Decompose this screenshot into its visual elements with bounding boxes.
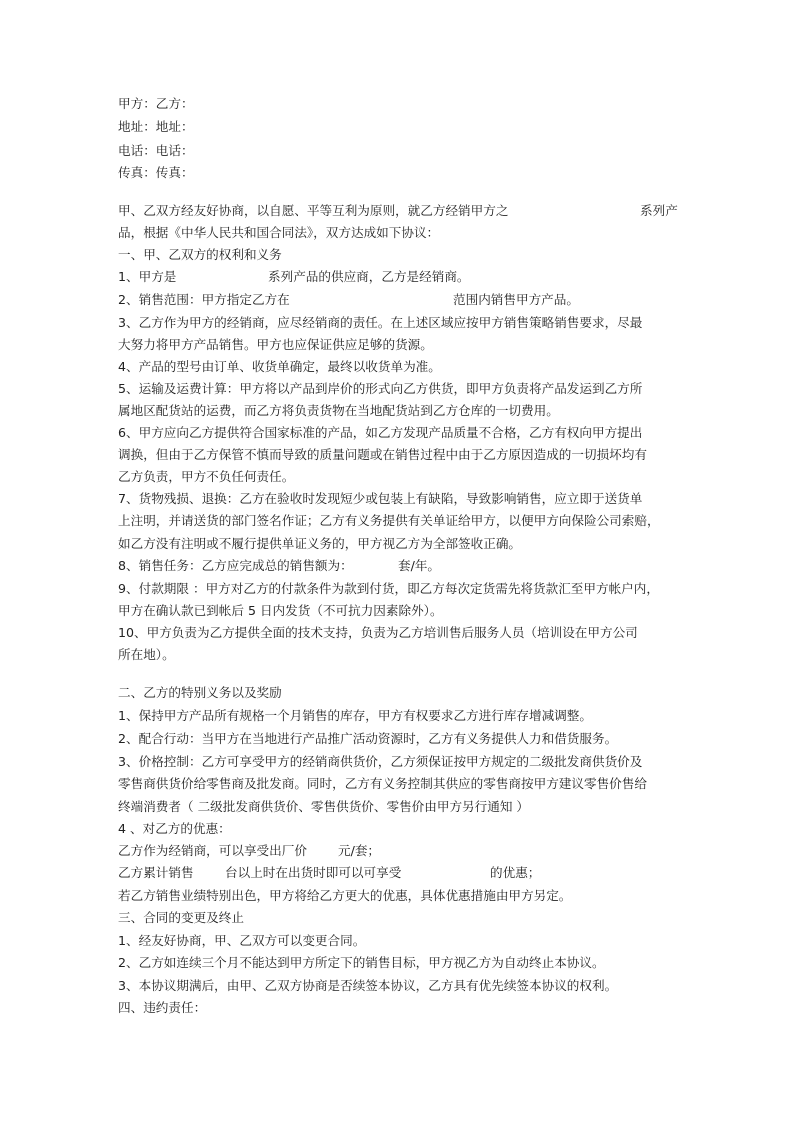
line-text: 所在地）。 — [118, 647, 175, 662]
line-text: 9、付款期限 ：甲方对乙方的付款条件为款到付货，即乙方每次定货需先将货款汇至甲方帐户内， — [118, 581, 659, 596]
line-text: 的优惠； — [490, 865, 541, 880]
line-text: 乙方累计销售 — [118, 865, 194, 880]
line-text: 7、货物残损、退换：乙方在验收时发现短少或包装上有缺陷，导致影响销售，应立即于送货单 — [118, 491, 643, 506]
line-text: 1、甲方是 — [118, 269, 177, 284]
line-text: 台以上时在出货时即可以可享受 — [225, 865, 402, 880]
line-text: 上注明，并请送货的部门签名作证；乙方有义务提供有关单证给甲方，以便甲方向保险公司索赔， — [118, 513, 660, 528]
line-text: 乙方作为经销商，可以享受出厂价 — [118, 843, 307, 858]
line-text: 一、甲、乙双方的权利和义务 — [118, 247, 282, 262]
line-text: 二、乙方的特别义务以及奖励 — [118, 685, 282, 700]
line-text: 2、销售范围：甲方指定乙方在 — [118, 292, 290, 307]
line-text: 系列产 — [640, 203, 678, 218]
line-text: 元/套； — [338, 843, 381, 858]
line-text: 1、保持甲方产品所有规格一个月销售的库存，甲方有权要求乙方进行库存增减调整。 — [118, 708, 592, 723]
line-text: 属地区配货站的运费，而乙方将负责货物在当地配货站到乙方仓库的一切费用。 — [118, 403, 559, 418]
line-text: 若乙方销售业绩特别出色，甲方将给乙方更大的优惠，具体优惠措施由甲方另定。 — [118, 888, 572, 903]
line-text: 3、价格控制：乙方可享受甲方的经销商供货价，乙方须保证按甲方规定的二级批发商供货价及 — [118, 754, 643, 769]
line-text: 3、本协议期满后，由甲、乙双方协商是否续签本协议，乙方具有优先续签本协议的权利。 — [118, 978, 618, 993]
line-text: 4 、对乙方的优惠： — [118, 821, 231, 836]
line-text: 四、违约责任： — [118, 1000, 207, 1015]
line-text: 调换，但由于乙方保管不慎而导致的质量问题或在销售过程中由于乙方原因造成的一切损坏均有 — [118, 447, 647, 462]
line-text: 零售商供货价给零售商及批发商。同时，乙方有义务控制其供应的零售商按甲方建议零售价售给 — [118, 776, 647, 791]
line-text: 2、配合行动：当甲方在当地进行产品推广活动资源时，乙方有义务提供人力和借货服务。 — [118, 731, 618, 746]
line-text: 1、经友好协商，甲、乙双方可以变更合同。 — [118, 933, 366, 948]
line-text: 10、甲方负责为乙方提供全面的技术支持，负责为乙方培训售后服务人员（培训设在甲方公司 — [118, 625, 638, 640]
line-text: 系列产品的供应商，乙方是经销商。 — [268, 269, 470, 284]
line-text: 三、合同的变更及终止 — [118, 910, 244, 925]
line-text: 如乙方没有注明或不履行提供单证义务的，甲方视乙方为全部签收正确。 — [118, 536, 521, 551]
line-text: 电话：电话： — [118, 143, 194, 158]
line-text: 传真：传真： — [118, 165, 194, 180]
line-text: 大努力将甲方产品销售。甲方也应保证供应足够的货源。 — [118, 337, 433, 352]
line-text: 乙方负责，甲方不负任何责任。 — [118, 469, 295, 484]
line-text: 甲、乙双方经友好协商，以自愿、平等互利为原则，就乙方经销甲方之 — [118, 203, 509, 218]
line-text: 2、乙方如连续三个月不能达到甲方所定下的销售目标，甲方视乙方为自动终止本协议。 — [118, 955, 605, 970]
line-text: 套/年。 — [398, 558, 441, 573]
line-text: 3、乙方作为甲方的经销商，应尽经销商的责任。在上述区域应按甲方销售策略销售要求，尽最 — [118, 315, 643, 330]
line-text: 品，根据《中华人民共和国合同法》，双方达成如下协议： — [118, 225, 440, 240]
line-text: 甲方在确认款已到帐后 5 日内发货（不可抗力因素除外）。 — [118, 603, 443, 618]
line-text: 甲方：乙方： — [118, 96, 194, 111]
line-text: 4、产品的型号由订单、收货单确定，最终以收货单为准。 — [118, 359, 441, 374]
line-text: 5、运输及运费计算：甲方将以产品到岸价的形式向乙方供货，即甲方负责将产品发运到乙方所 — [118, 381, 643, 396]
line-text: 范围内销售甲方产品。 — [453, 292, 579, 307]
line-text: 终端消费者（ 二级批发商供货价、零售供货价、零售价由甲方另行通知 ） — [118, 799, 530, 814]
line-text: 6、甲方应向乙方提供符合国家标准的产品，如乙方发现产品质量不合格，乙方有权向甲方提出 — [118, 425, 643, 440]
line-text: 地址：地址： — [118, 119, 194, 134]
line-text: 8、销售任务：乙方应完成总的销售额为： — [118, 558, 353, 573]
